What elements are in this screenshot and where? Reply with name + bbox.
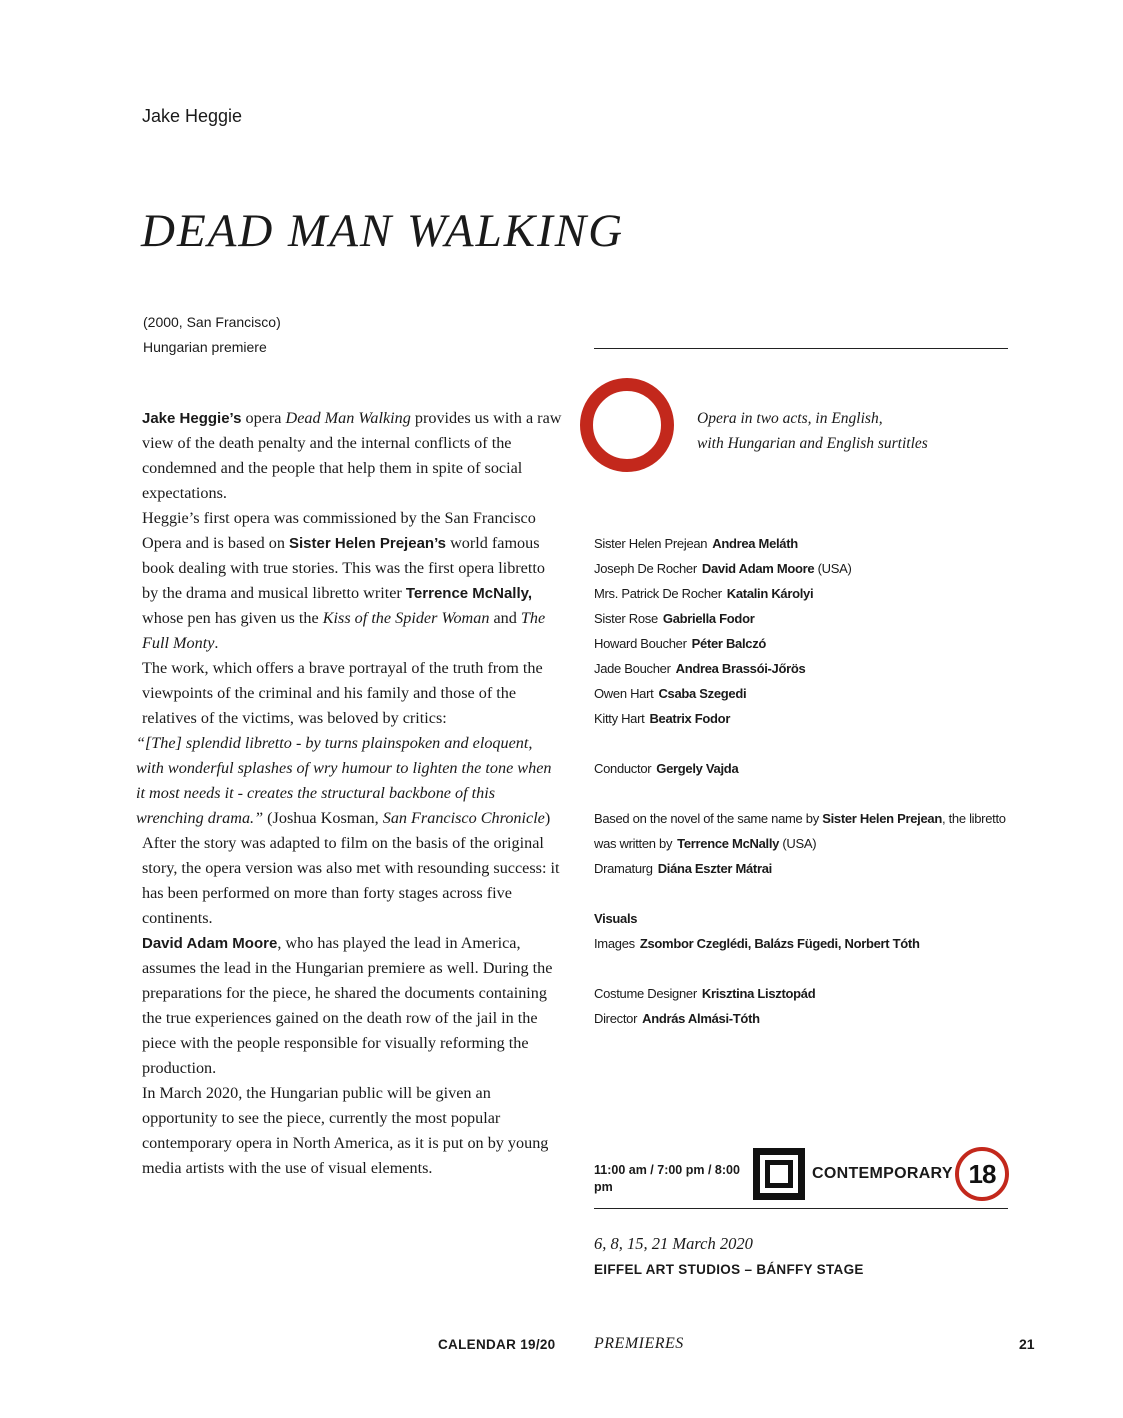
performance-times: 11:00 am / 7:00 pm / 8:00 pm	[594, 1163, 740, 1194]
footer-section: PREMIERES	[594, 1335, 684, 1352]
contemporary-square-inner-icon	[765, 1160, 793, 1188]
visuals-heading: Visuals	[594, 911, 638, 926]
page-title: DEAD MAN WALKING	[141, 205, 625, 257]
page-number: 21	[1019, 1336, 1035, 1352]
premiere-type: Hungarian premiere	[143, 339, 267, 355]
cast-performer: Gabriella Fodor	[662, 611, 755, 626]
paragraph: In March 2020, the Hungarian public will be given an opportunity to see the piece, currently the most popular contemporary opera in North America, as it is put on by young media artists with the use of visual elements.	[142, 1084, 549, 1177]
cast-row	[594, 656, 1019, 681]
cast-row	[594, 556, 1019, 581]
cast-row	[594, 706, 1019, 731]
cast-role: Jade Boucher	[594, 661, 671, 676]
article-body	[136, 406, 562, 1181]
premiere-meta	[143, 310, 281, 360]
credit-row: Conductor Gergely Vajda	[594, 761, 739, 776]
cast-performer: David Adam Moore	[701, 561, 815, 576]
cast-row	[594, 631, 1019, 656]
cast-performer: Péter Balczó	[691, 636, 767, 651]
cast-performer: Csaba Szegedi	[658, 686, 747, 701]
age-rating-badge: 18	[955, 1147, 1009, 1201]
top-divider	[594, 348, 1008, 349]
cast-role: Sister Helen Prejean	[594, 536, 708, 551]
category-label: CONTEMPORARY	[812, 1165, 953, 1182]
paragraph: Heggie’s first opera was commissioned by the San Francisco Opera and is based on Sister Helen Prejean’s world famous book dealing with true stories. This was the first opera libretto by the drama and musical libretto writer Terrence McNally, whose pen has given us the Kiss of the Spider Woman and The Full Monty.	[142, 509, 546, 652]
paragraph: David Adam Moore, who has played the lead in America, assumes the lead in the Hungarian premiere as well. During the preparations for the piece, he shared the documents containing the true experiences gained on the death row of the jail in the piece with the people responsible for visually reforming the production.	[142, 934, 553, 1077]
cast-performer: Andrea Brassói-Jőrös	[675, 661, 806, 676]
paragraph: After the story was adapted to film on the basis of the original story, the opera version was also met with resounding success: it has been performed on more than forty stages across five continents.	[142, 834, 560, 927]
cast-role: Kitty Hart	[594, 711, 645, 726]
cast-row	[594, 681, 1019, 706]
venue: EIFFEL ART STUDIOS – BÁNFFY STAGE	[594, 1262, 864, 1277]
credit-row: Costume Designer Krisztina Lisztopád	[594, 986, 816, 1001]
credit-row: Images Zsombor Czeglédi, Balázs Fügedi, Norbert Tóth	[594, 936, 920, 951]
cast-row	[594, 531, 1019, 556]
credits-list	[594, 531, 1019, 1031]
credit-row: Director András Almási-Tóth	[594, 1011, 760, 1026]
credit-row: Based on the novel of the same name by Sister Helen Prejean, the libretto	[594, 811, 1006, 826]
cast-row	[594, 581, 1019, 606]
cast-suffix: (USA)	[814, 561, 852, 576]
cast-role: Mrs. Patrick De Rocher	[594, 586, 722, 601]
cast-list	[594, 531, 1019, 731]
paragraph: Jake Heggie’s opera Dead Man Walking provides us with a raw view of the death penalty and the internal conflicts of the condemned and the people that help them in spite of social expectations.	[142, 409, 562, 502]
cast-performer: Andrea Meláth	[712, 536, 798, 551]
credit-row: Dramaturg Diána Eszter Mátrai	[594, 861, 772, 876]
cast-role: Howard Boucher	[594, 636, 687, 651]
cast-performer: Katalin Károlyi	[726, 586, 814, 601]
cast-row	[594, 606, 1019, 631]
cast-role: Owen Hart	[594, 686, 654, 701]
cast-role: Sister Rose	[594, 611, 658, 626]
performance-dates: 6, 8, 15, 21 March 2020	[594, 1234, 753, 1253]
footer-calendar: CALENDAR 19/20	[438, 1337, 556, 1352]
bottom-divider	[594, 1208, 1008, 1209]
genre-description: Opera in two acts, in English, with Hungarian and English surtitles	[697, 410, 928, 452]
paragraph: The work, which offers a brave portrayal of the truth from the viewpoints of the criminal and his family and those of the relatives of the victims, was beloved by critics:	[142, 659, 543, 727]
credit-row: was written by Terrence McNally (USA)	[594, 836, 817, 851]
cast-performer: Beatrix Fodor	[649, 711, 731, 726]
composer-name: Jake Heggie	[142, 106, 243, 126]
opera-ring-icon	[580, 378, 674, 472]
cast-role: Joseph De Rocher	[594, 561, 697, 576]
critic-quote: “[The] splendid libretto - by turns plainspoken and eloquent, with wonderful splashes of wry humour to lighten the tone when it most needs it - creates the structural backbone of this wrenching drama.” (Joshua Kosman, San Francisco Chronicle)	[136, 734, 552, 827]
year-city: (2000, San Francisco)	[143, 314, 281, 330]
